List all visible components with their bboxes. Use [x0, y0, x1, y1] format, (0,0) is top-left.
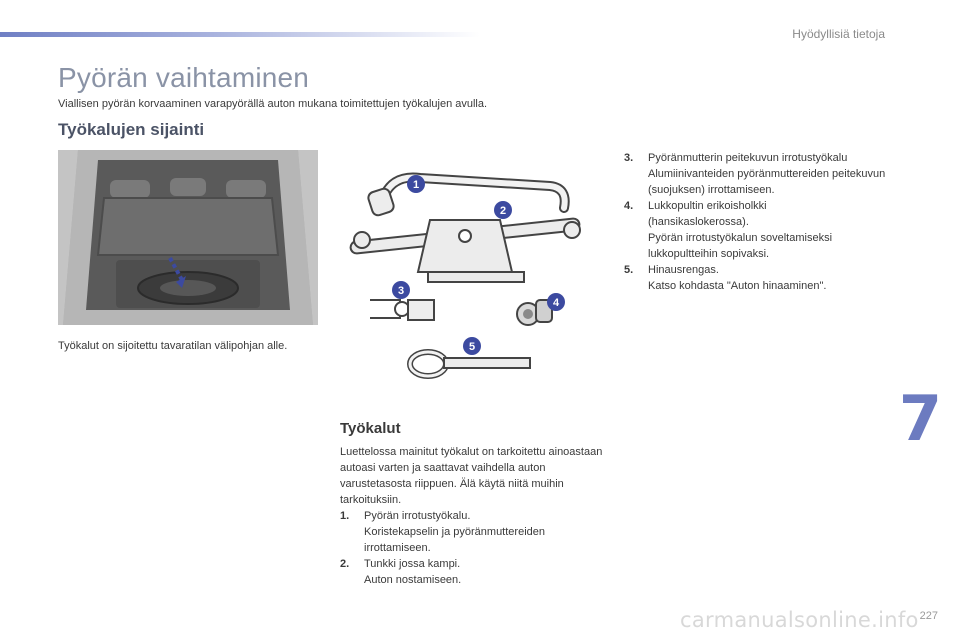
tools-section — [340, 444, 610, 588]
page-number: 227 — [919, 610, 938, 622]
hubcap-removal-tool — [370, 300, 434, 320]
list-item — [624, 150, 894, 198]
list-item-text: Lukkopultin erikoisholkki (hansikaslokerossa). Pyörän irrotustyökalun soveltamiseksi lukkopultteihin sopivaksi. — [648, 200, 833, 260]
page-subtitle: Viallisen pyörän korvaaminen varapyörällä auton mukana toimitettujen työkalujen avulla. — [58, 98, 488, 110]
wheel-brace-tool — [367, 178, 565, 217]
list-item-number: 4. — [624, 200, 634, 212]
chapter-number: 7 — [898, 382, 942, 455]
photo-caption: Työkalut on sijoitettu tavaratilan välipohjan alle. — [58, 340, 288, 352]
list-item — [340, 508, 610, 556]
list-item-text: Tunkki jossa kampi. Auton nostamiseen. — [364, 558, 462, 586]
svg-text:1: 1 — [412, 179, 420, 191]
watermark: carmanualsonline.info — [680, 608, 919, 632]
section-header: Hyödyllisiä tietoja — [792, 27, 885, 41]
list-item-text: Pyöränmutterin peitekuvun irrotustyökalu Alumiinivanteiden pyöränmuttereiden peitekuvun (suojuksen) irrottamiseen. — [648, 152, 886, 196]
list-item-number: 1. — [340, 510, 350, 522]
tools-intro: Luettelossa mainitut työkalut on tarkoitettu ainoastaan autoasi varten ja saattavat vaihdella auton varustetasosta riippuen. Älä käytä niitä muihin tarkoituksiin. — [340, 446, 603, 506]
page-title: Pyörän vaihtaminen — [58, 62, 310, 93]
svg-text:2: 2 — [499, 205, 507, 217]
towing-eye — [410, 352, 530, 376]
callout-4 — [547, 293, 565, 311]
list-item — [624, 262, 894, 294]
svg-text:4: 4 — [552, 297, 560, 309]
jack-tool — [350, 218, 580, 282]
callout-3 — [392, 281, 410, 299]
callout-1 — [407, 175, 425, 193]
tool-list-right — [624, 150, 894, 294]
tools-illustration — [340, 160, 590, 390]
callout-5 — [463, 337, 481, 355]
trunk-photo — [58, 150, 318, 325]
list-item — [340, 556, 610, 588]
locking-bolt-socket — [517, 300, 552, 325]
list-item-number: 5. — [624, 264, 634, 276]
svg-text:3: 3 — [397, 285, 405, 297]
trunk-illustration — [58, 150, 318, 325]
callout-2 — [494, 201, 512, 219]
section-title: Työkalujen sijainti — [58, 120, 205, 139]
list-item — [624, 198, 894, 262]
list-item-number: 2. — [340, 558, 350, 570]
header-accent-bar — [0, 32, 480, 37]
list-item-text: Pyörän irrotustyökalu. Koristekapselin ja pyöränmuttereiden irrottamiseen. — [364, 510, 545, 554]
svg-text:5: 5 — [468, 341, 476, 353]
list-item-number: 3. — [624, 152, 634, 164]
list-item-text: Hinausrengas. Katso kohdasta "Auton hinaaminen". — [648, 264, 827, 292]
tools-heading: Työkalut — [340, 420, 401, 437]
